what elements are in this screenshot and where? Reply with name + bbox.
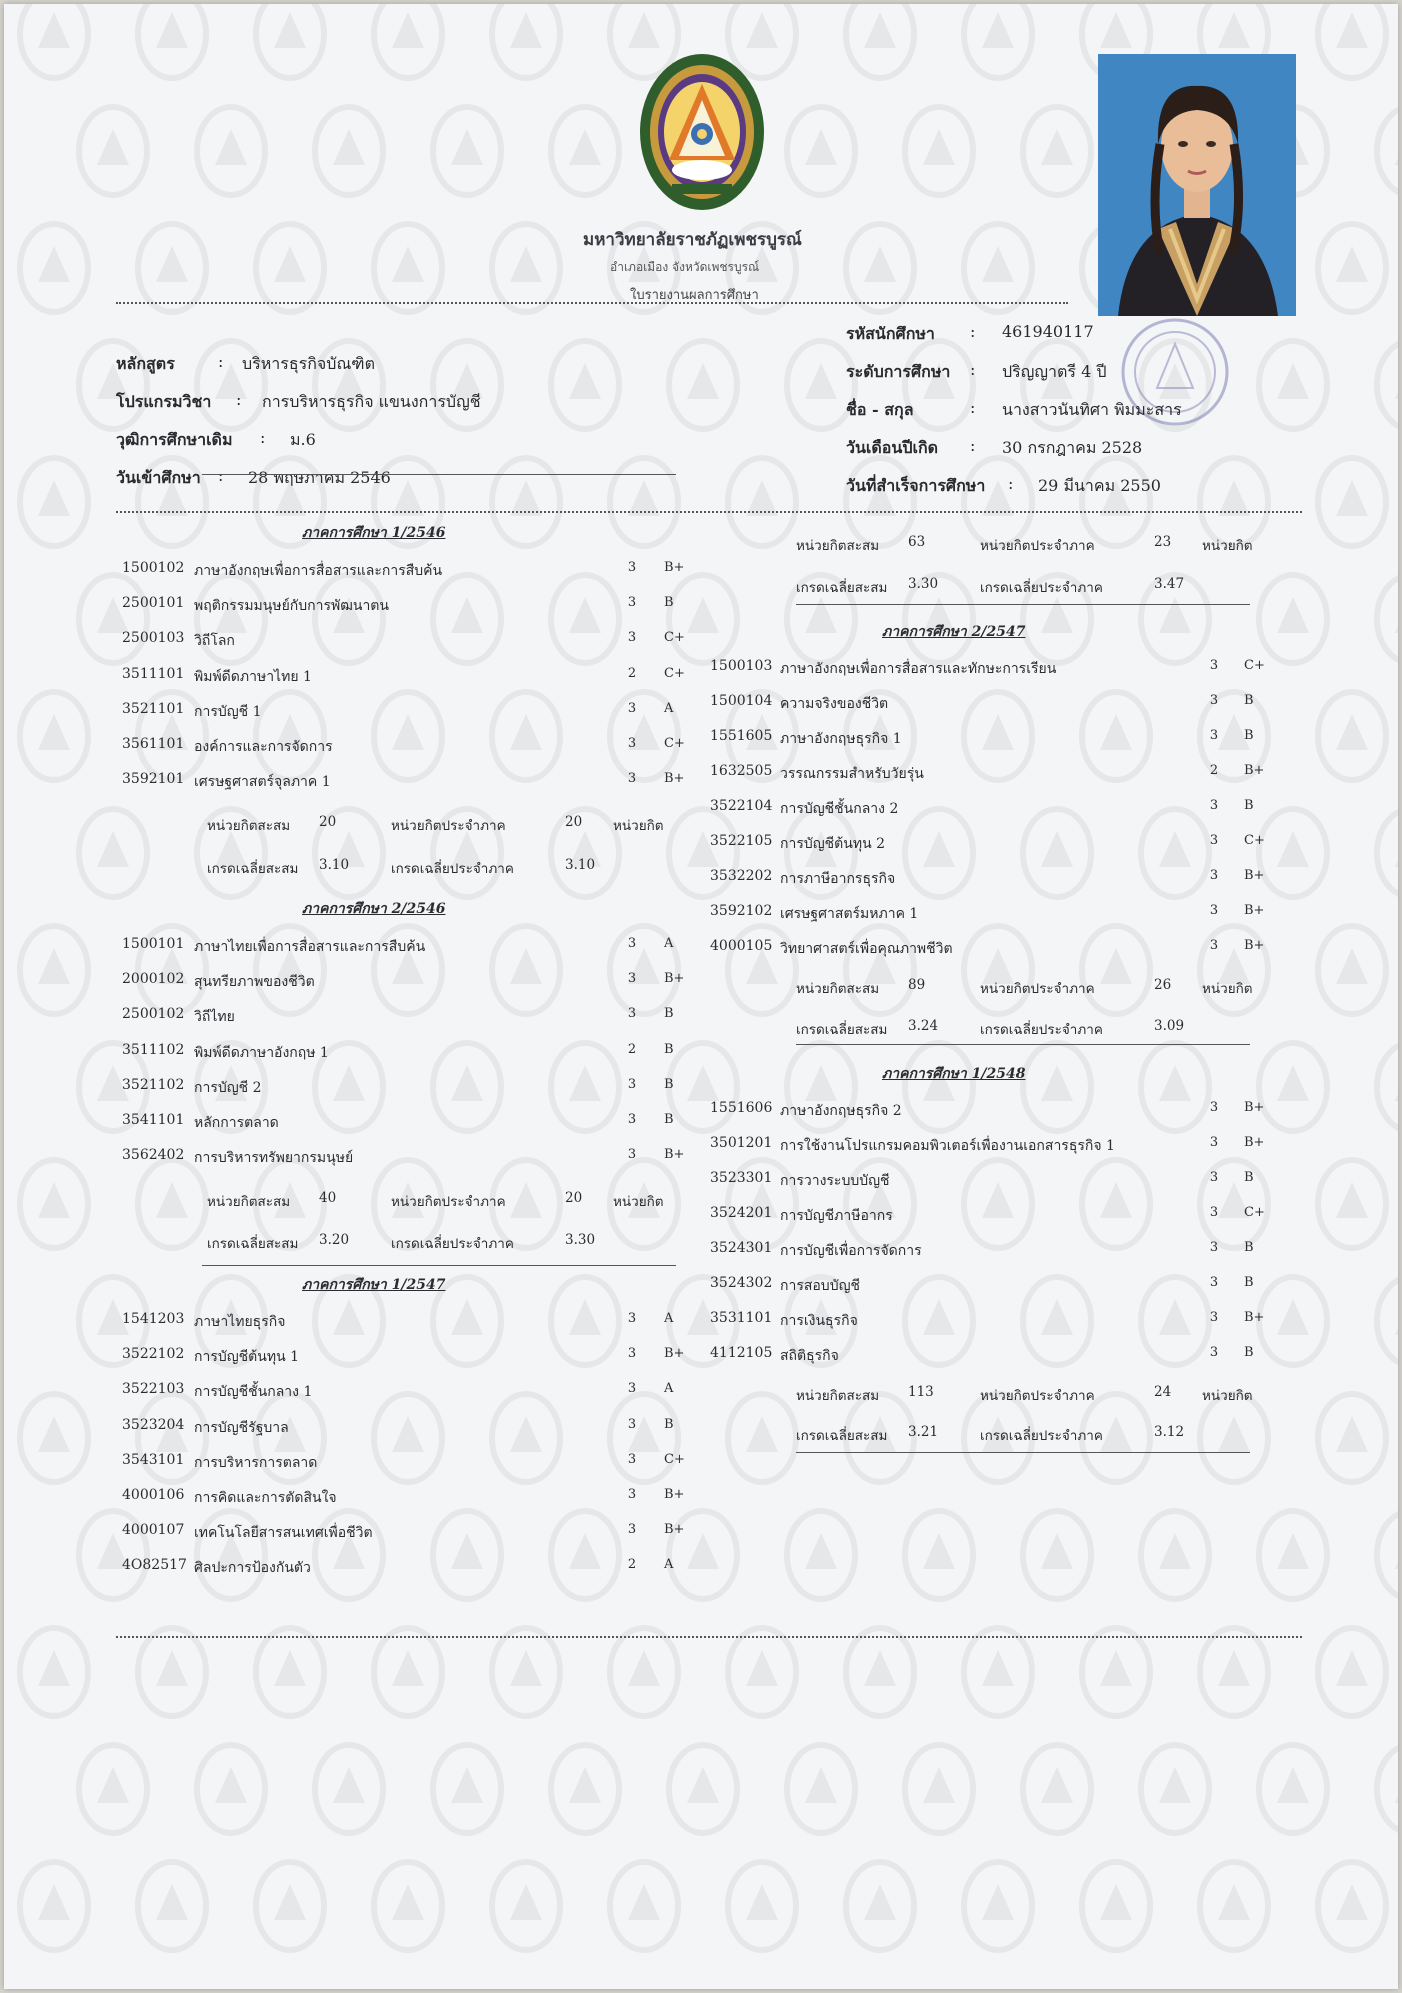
course-credit: 3 [1209,798,1219,813]
course-code: 3521102 [122,1077,185,1093]
course-credit: 3 [627,1452,637,1467]
course-code: 3522102 [122,1346,185,1362]
course-code: 3524302 [710,1275,773,1291]
course-credit: 3 [627,1077,637,1092]
course-row [710,903,1284,929]
cum-credits-label: หน่วยกิตสะสม [796,538,880,554]
colon: : [218,466,224,485]
course-name: เศรษฐศาสตร์มหภาค 1 [780,906,919,922]
course-grade: A [664,701,674,716]
course-name: การเงินธุรกิจ [780,1313,858,1329]
term-credits-label: หน่วยกิตประจำภาค [980,981,1095,997]
colon: : [1008,474,1014,493]
term-credits-value: 26 [1154,977,1172,993]
university-address: อำเภอเมือง จังหวัดเพชรบูรณ์ [610,260,760,274]
term-gpa-value: 3.47 [1154,576,1185,592]
course-code: 4000106 [122,1487,185,1503]
graduation-date-value: 29 มีนาคม 2550 [1038,476,1161,495]
course-credit: 3 [1209,1310,1219,1325]
colon: : [218,352,224,371]
gpa-summary [796,1018,1296,1040]
credits-unit-label: หน่วยกิต [1202,538,1253,554]
semester-heading: ภาคการศึกษา 1/2548 [882,1066,1026,1082]
course-row [122,936,704,962]
summary-divider [796,604,1250,605]
course-row [122,1381,704,1407]
course-credit: 3 [627,1346,637,1361]
semester-heading: ภาคการศึกษา 1/2547 [302,1277,446,1293]
course-code: 3524301 [710,1240,773,1256]
course-grade: B [664,1042,674,1057]
course-credit: 3 [627,971,637,986]
gpa-summary [796,1424,1296,1446]
course-row [122,1487,704,1513]
course-grade: B+ [664,1346,685,1361]
summary-divider [796,1452,1250,1453]
course-code: 3523204 [122,1417,185,1433]
gpa-summary [207,857,707,879]
course-row [710,798,1284,824]
course-row [122,736,704,762]
course-name: ศิลปะการป้องกันตัว [194,1560,311,1576]
course-code: 3592101 [122,771,185,787]
course-code: 3522103 [122,1381,185,1397]
university-name: มหาวิทยาลัยราชภัฏเพชรบูรณ์ [583,230,802,250]
course-code: 1500104 [710,693,773,709]
term-credits-label: หน่วยกิตประจำภาค [980,1388,1095,1404]
course-name: การคิดและการตัดสินใจ [194,1490,337,1506]
cum-gpa-label: เกรดเฉลี่ยสะสม [207,861,299,877]
course-name: การบริหารการตลาด [194,1455,318,1471]
course-name: ภาษาอังกฤษเพื่อการสื่อสารและการสืบค้น [194,563,443,579]
course-name: หลักการตลาด [194,1115,279,1131]
summary-divider [796,1044,1250,1045]
course-row [122,1147,704,1173]
course-row [122,1006,704,1032]
course-name: การบัญชีชั้นกลาง 1 [194,1384,313,1400]
course-grade: B+ [664,1147,685,1162]
course-grade: B+ [664,1522,685,1537]
birth-date-value: 30 กรกฎาคม 2528 [1002,438,1143,457]
course-name: การใช้งานโปรแกรมคอมพิวเตอร์เพื่องานเอกสารธุรกิจ 1 [780,1138,1115,1154]
course-code: 4000105 [710,938,773,954]
birth-date-label: วันเดือนปีเกิด [846,438,939,457]
course-code: 1632505 [710,763,773,779]
cum-credits-label: หน่วยกิตสะสม [207,818,291,834]
course-grade: B [664,595,674,610]
program-value: การบริหารธุรกิจ แขนงการบัญชี [262,392,481,411]
cumulative-credits-summary [796,1384,1296,1406]
colon: : [970,322,976,341]
course-row [710,1100,1284,1126]
course-code: 3592102 [710,903,773,919]
course-code: 3531101 [710,1310,773,1326]
course-code: 1500101 [122,936,185,952]
course-credit: 3 [1209,1100,1219,1115]
student-id-label: รหัสนักศึกษา [846,324,935,343]
course-name: ภาษาอังกฤษธุรกิจ 1 [780,731,902,747]
course-code: 3524201 [710,1205,773,1221]
course-grade: B [1244,693,1254,708]
course-name: เศรษฐศาสตร์จุลภาค 1 [194,774,331,790]
course-row [122,1077,704,1103]
course-grade: B [664,1112,674,1127]
course-grade: A [664,1557,674,1572]
student-portrait-icon [1098,54,1296,316]
course-code: 4O82517 [122,1557,187,1573]
cum-credits-value: 63 [908,534,926,550]
course-name: พิมพ์ดีดภาษาอังกฤษ 1 [194,1045,329,1061]
course-name: การบัญชีภาษีอากร [780,1208,893,1224]
course-row [710,728,1284,754]
course-name: ความจริงของชีวิต [780,696,889,712]
course-code: 1541203 [122,1311,185,1327]
course-code: 3523301 [710,1170,773,1186]
course-name: การบัญชีต้นทุน 2 [780,836,885,852]
course-credit: 3 [1209,1135,1219,1150]
course-name: เทคโนโลยีสารสนเทศเพื่อชีวิต [194,1525,373,1541]
curriculum-label: หลักสูตร [116,354,175,373]
full-name-label: ชื่อ - สกุล [846,400,914,419]
course-credit: 3 [1209,728,1219,743]
summary-divider [202,1265,676,1266]
course-credit: 2 [1209,763,1219,778]
credits-unit-label: หน่วยกิต [1202,1388,1253,1404]
cum-gpa-label: เกรดเฉลี่ยสะสม [796,1428,888,1444]
course-credit: 3 [627,1417,637,1432]
cumulative-credits-summary [207,1190,707,1212]
course-credit: 3 [627,1487,637,1502]
course-credit: 3 [1209,1345,1219,1360]
course-name: การบัญชีต้นทุน 1 [194,1349,299,1365]
course-grade: B [1244,1170,1254,1185]
course-row [122,1557,704,1583]
course-grade: B+ [664,1487,685,1502]
course-grade: B [664,1417,674,1432]
course-name: การสอบบัญชี [780,1278,861,1294]
course-code: 1500103 [710,658,773,674]
course-name: การบัญชีรัฐบาล [194,1420,289,1436]
cumulative-credits-summary [207,814,707,836]
cum-credits-label: หน่วยกิตสะสม [796,981,880,997]
term-gpa-value: 3.10 [565,857,596,873]
course-row [710,1240,1284,1266]
cum-credits-label: หน่วยกิตสะสม [207,1194,291,1210]
course-grade: B+ [1244,938,1265,953]
colon: : [970,360,976,379]
course-row [710,868,1284,894]
course-code: 1551605 [710,728,773,744]
term-gpa-value: 3.09 [1154,1018,1185,1034]
graduation-date-label: วันที่สำเร็จการศึกษา [846,476,986,495]
course-name: องค์การและการจัดการ [194,739,333,755]
course-name: วิถีโลก [194,633,235,649]
term-gpa-label: เกรดเฉลี่ยประจำภาค [980,580,1103,596]
term-credits-label: หน่วยกิตประจำภาค [391,1194,506,1210]
course-row [122,1417,704,1443]
course-credit: 3 [627,630,637,645]
degree-level-value: ปริญญาตรี 4 ปี [1002,362,1107,381]
course-row [122,1042,704,1068]
course-name: สุนทรียภาพของชีวิต [194,974,315,990]
course-name: วิถีไทย [194,1009,235,1025]
course-grade: B+ [664,971,685,986]
course-credit: 3 [1209,658,1219,673]
course-credit: 2 [627,1557,637,1572]
course-name: การบัญชีเพื่อการจัดการ [780,1243,922,1259]
course-credit: 3 [1209,833,1219,848]
course-grade: B+ [664,560,685,575]
term-gpa-value: 3.30 [565,1232,596,1248]
cum-gpa-label: เกรดเฉลี่ยสะสม [796,580,888,596]
course-row [710,658,1284,684]
colon: : [970,398,976,417]
term-gpa-label: เกรดเฉลี่ยประจำภาค [980,1022,1103,1038]
course-credit: 3 [1209,693,1219,708]
course-credit: 3 [1209,938,1219,953]
course-name: วรรณกรรมสำหรับวัยรุ่น [780,766,924,782]
course-grade: C+ [664,630,685,645]
term-gpa-label: เกรดเฉลี่ยประจำภาค [391,861,514,877]
course-row [710,763,1284,789]
course-grade: C+ [1244,658,1265,673]
course-name: ภาษาไทยธุรกิจ [194,1314,286,1330]
credits-unit-label: หน่วยกิต [613,1194,664,1210]
course-credit: 3 [627,936,637,951]
course-credit: 3 [627,736,637,751]
course-name: การบริหารทรัพยากรมนุษย์ [194,1150,354,1166]
course-row [122,771,704,797]
course-row [710,1205,1284,1231]
course-name: พิมพ์ดีดภาษาไทย 1 [194,669,312,685]
course-credit: 3 [627,1381,637,1396]
university-seal-icon [637,52,767,222]
gpa-summary [796,576,1296,598]
footer-divider [116,1636,1302,1638]
course-code: 2000102 [122,971,185,987]
transcript-page [4,4,1398,1989]
colon: : [970,436,976,455]
full-name-value: นางสาวนันทิศา พิมมะสาร [1002,400,1182,419]
cum-gpa-value: 3.24 [908,1018,939,1034]
course-grade: A [664,936,674,951]
course-code: 2500101 [122,595,185,611]
course-grade: C+ [664,1452,685,1467]
summary-divider [202,474,676,475]
course-name: การบัญชีชั้นกลาง 2 [780,801,899,817]
course-row [122,595,704,621]
course-code: 3501201 [710,1135,773,1151]
course-code: 4112105 [710,1345,773,1361]
course-grade: B [664,1077,674,1092]
course-grade: B [1244,798,1254,813]
course-name: ภาษาไทยเพื่อการสื่อสารและการสืบค้น [194,939,426,955]
semester-heading: ภาคการศึกษา 1/2546 [302,525,446,541]
course-row [710,833,1284,859]
course-credit: 3 [627,1311,637,1326]
course-row [710,938,1284,964]
course-row [710,1275,1284,1301]
course-code: 2500103 [122,630,185,646]
student-photo [1098,54,1296,316]
course-grade: B+ [1244,1135,1265,1150]
course-name: การวางระบบบัญชี [780,1173,890,1189]
course-code: 3543101 [122,1452,185,1468]
course-credit: 3 [627,1522,637,1537]
degree-level-label: ระดับการศึกษา [846,362,951,381]
cum-credits-value: 113 [908,1384,934,1400]
header-divider [116,302,1068,304]
course-grade: B [1244,728,1254,743]
cumulative-credits-summary [796,534,1296,556]
course-row [122,971,704,997]
term-gpa-label: เกรดเฉลี่ยประจำภาค [980,1428,1103,1444]
course-row [122,1522,704,1548]
course-credit: 3 [627,560,637,575]
colon: : [260,428,266,447]
course-row [122,560,704,586]
term-credits-value: 24 [1154,1384,1172,1400]
course-code: 3532202 [710,868,773,884]
course-grade: B+ [1244,868,1265,883]
course-row [122,630,704,656]
semester-heading: ภาคการศึกษา 2/2547 [882,624,1026,640]
term-credits-value: 20 [565,814,583,830]
course-credit: 3 [627,595,637,610]
term-gpa-label: เกรดเฉลี่ยประจำภาค [391,1236,514,1252]
cum-credits-label: หน่วยกิตสะสม [796,1388,880,1404]
prior-education-value: ม.6 [290,430,316,449]
term-credits-label: หน่วยกิตประจำภาค [980,538,1095,554]
term-credits-label: หน่วยกิตประจำภาค [391,818,506,834]
course-credit: 3 [627,701,637,716]
entry-date-value: 28 พฤษภาคม 2546 [248,468,391,487]
course-credit: 3 [1209,868,1219,883]
cum-gpa-label: เกรดเฉลี่ยสะสม [207,1236,299,1252]
course-row [710,1345,1284,1371]
course-row [710,1170,1284,1196]
credits-unit-label: หน่วยกิต [613,818,664,834]
course-code: 3521101 [122,701,185,717]
cum-gpa-value: 3.30 [908,576,939,592]
course-credit: 3 [1209,1170,1219,1185]
course-name: พฤติกรรมมนุษย์กับการพัฒนาตน [194,598,389,614]
course-code: 1500102 [122,560,185,576]
cum-credits-value: 89 [908,977,926,993]
cum-gpa-value: 3.21 [908,1424,939,1440]
course-credit: 3 [1209,903,1219,918]
course-code: 3522104 [710,798,773,814]
program-label: โปรแกรมวิชา [116,392,212,411]
term-credits-value: 23 [1154,534,1172,550]
course-row [122,666,704,692]
course-name: สถิติธุรกิจ [780,1348,839,1364]
course-grade: C+ [1244,833,1265,848]
course-code: 3511101 [122,666,185,682]
course-credit: 3 [627,1006,637,1021]
course-code: 3561101 [122,736,185,752]
course-credit: 3 [1209,1275,1219,1290]
course-row [122,1452,704,1478]
course-name: ภาษาอังกฤษเพื่อการสื่อสารและทักษะการเรียน [780,661,1057,677]
course-grade: B+ [1244,1100,1265,1115]
course-row [122,1346,704,1372]
course-credit: 3 [1209,1205,1219,1220]
entry-date-label: วันเข้าศึกษา [116,468,201,487]
course-name: การบัญชี 1 [194,704,262,720]
course-credit: 3 [627,771,637,786]
term-credits-value: 20 [565,1190,583,1206]
course-row [122,1311,704,1337]
course-name: ภาษาอังกฤษธุรกิจ 2 [780,1103,902,1119]
document-title: ใบรายงานผลการศึกษา [630,288,759,303]
course-row [122,701,704,727]
course-code: 1551606 [710,1100,773,1116]
course-grade: B+ [664,771,685,786]
course-row [710,1135,1284,1161]
course-grade: C+ [664,666,685,681]
cum-credits-value: 40 [319,1190,337,1206]
credits-unit-label: หน่วยกิต [1202,981,1253,997]
course-code: 2500102 [122,1006,185,1022]
course-grade: C+ [664,736,685,751]
course-grade: B [1244,1275,1254,1290]
course-credit: 3 [1209,1240,1219,1255]
course-credit: 3 [627,1147,637,1162]
course-row [122,1112,704,1138]
cum-gpa-value: 3.10 [319,857,350,873]
info-divider [116,511,1302,513]
course-grade: B+ [1244,903,1265,918]
course-grade: B+ [1244,1310,1265,1325]
course-name: การบัญชี 2 [194,1080,262,1096]
course-code: 3522105 [710,833,773,849]
colon: : [236,390,242,409]
course-name: วิทยาศาสตร์เพื่อคุณภาพชีวิต [780,941,953,957]
course-credit: 2 [627,1042,637,1057]
course-grade: A [664,1311,674,1326]
cum-credits-value: 20 [319,814,337,830]
course-grade: B [664,1006,674,1021]
course-credit: 2 [627,666,637,681]
course-code: 4000107 [122,1522,185,1538]
course-name: การภาษีอากรธุรกิจ [780,871,896,887]
course-grade: C+ [1244,1205,1265,1220]
course-code: 3562402 [122,1147,185,1163]
prior-education-label: วุฒิการศึกษาเดิม [116,430,233,449]
course-grade: A [664,1381,674,1396]
course-credit: 3 [627,1112,637,1127]
gpa-summary [207,1232,707,1254]
cum-gpa-label: เกรดเฉลี่ยสะสม [796,1022,888,1038]
course-grade: B [1244,1345,1254,1360]
semester-heading: ภาคการศึกษา 2/2546 [302,901,446,917]
course-grade: B+ [1244,763,1265,778]
cumulative-credits-summary [796,977,1296,999]
course-row [710,1310,1284,1336]
term-gpa-value: 3.12 [1154,1424,1185,1440]
cum-gpa-value: 3.20 [319,1232,350,1248]
curriculum-value: บริหารธุรกิจบัณฑิต [242,354,375,373]
course-code: 3541101 [122,1112,185,1128]
course-grade: B [1244,1240,1254,1255]
course-row [710,693,1284,719]
student-id-value: 461940117 [1002,322,1094,341]
course-code: 3511102 [122,1042,185,1058]
